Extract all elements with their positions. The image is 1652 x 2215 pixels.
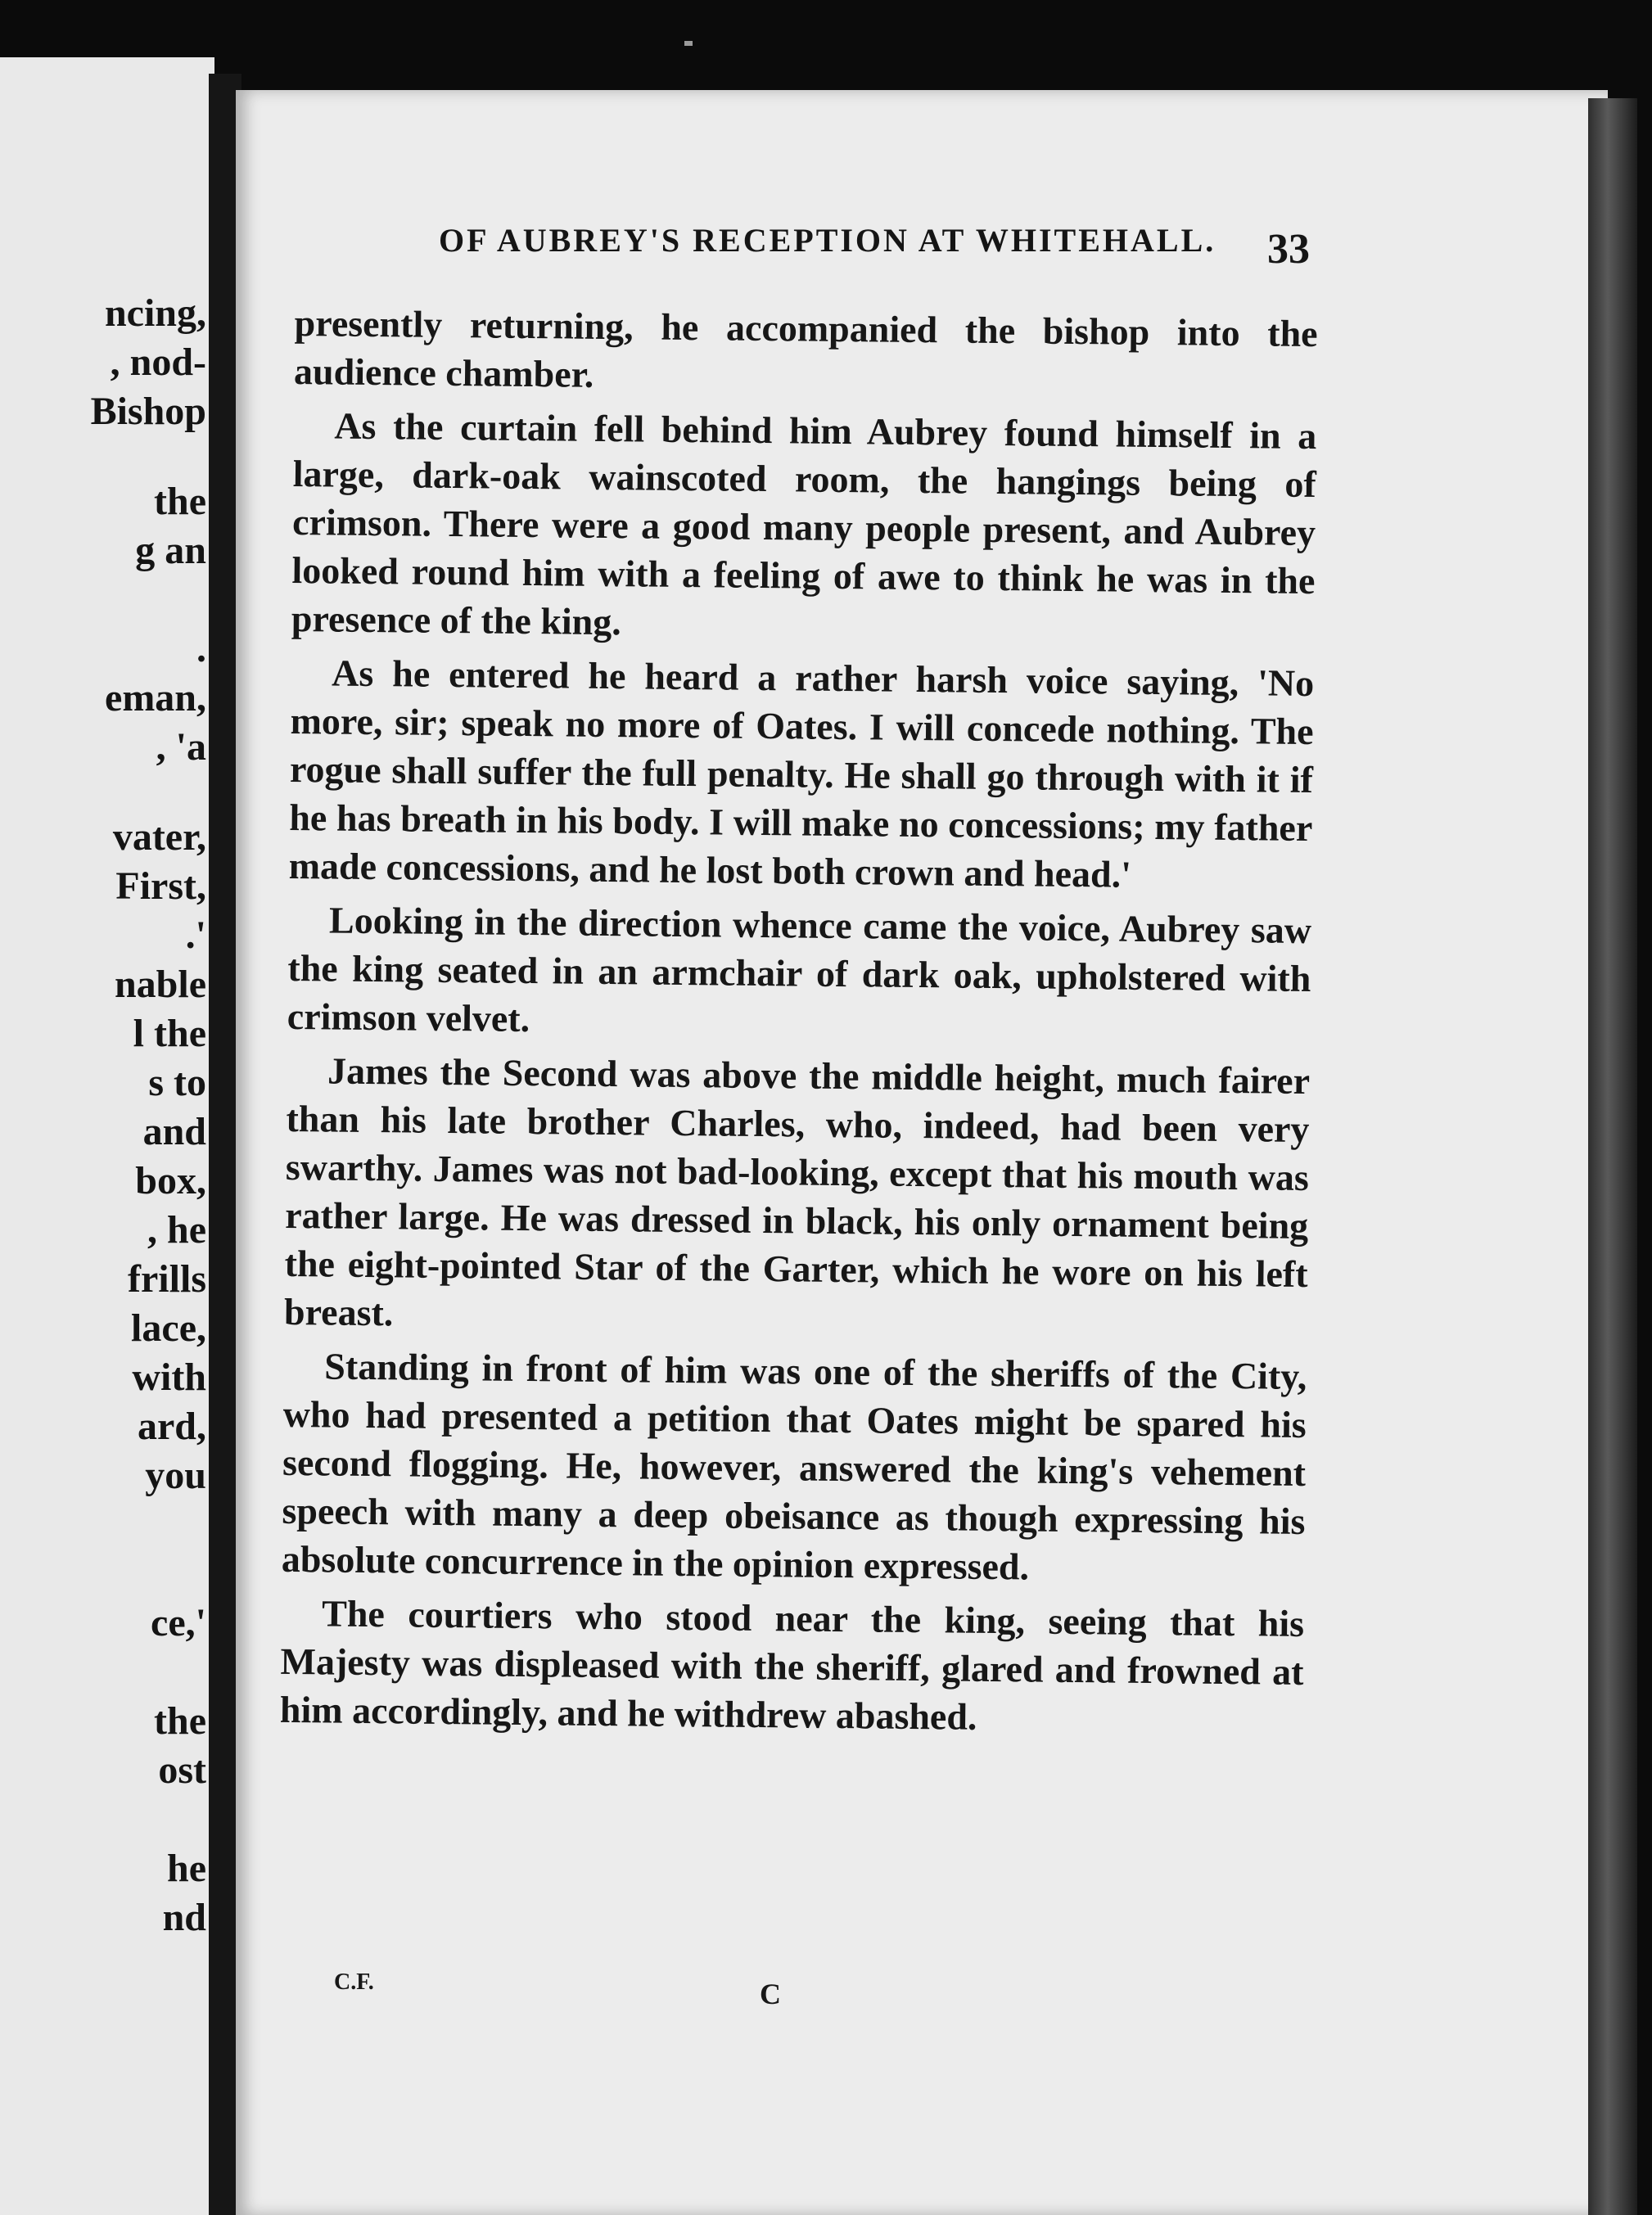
left-page-fragment: Bishop	[90, 390, 206, 433]
left-page-fragment: the	[154, 480, 206, 523]
body-text	[280, 299, 1318, 1750]
left-page-fragment: box,	[135, 1159, 206, 1202]
signature-letter: C	[760, 1978, 781, 2010]
left-page-fragment: vater,	[112, 815, 206, 859]
paragraph: Standing in front of him was one of the sheriffs of the City, who had presented a petition that Oates might be spared his second flogging. He, however, answered the king's vehement speech with many a deep obeisance as though expressing his absolute concurrence in the opinion expressed.	[281, 1345, 1307, 1588]
paragraph: presently returning, he accompanied the bishop into the audience chamber.	[293, 301, 1318, 395]
left-page-fragment: .'	[185, 914, 206, 957]
running-head: OF AUBREY'S RECEPTION AT WHITEHALL.	[439, 222, 1216, 259]
left-page-fragment: .	[196, 627, 206, 670]
left-page-fragment: l the	[133, 1012, 206, 1055]
page-number: 33	[1267, 226, 1310, 273]
left-page-fragment: nd	[162, 1896, 206, 1939]
left-page-fragment: he	[167, 1847, 206, 1890]
left-page-fragment: ost	[158, 1748, 206, 1792]
book-spine-edge	[1588, 98, 1637, 2215]
left-page-fragment: s to	[148, 1061, 206, 1104]
left-page-fragment: First,	[115, 864, 206, 908]
left-page-fragment: with	[132, 1356, 206, 1399]
paragraph: As the curtain fell behind him Aubrey found himself in a large, dark-oak wainscoted room, the hangings being of crimson. There were a good many people present, and Aubrey looked round him with a feeling of awe to think he was in the presence of the king.	[291, 404, 1317, 643]
paragraph: The courtiers who stood near the king, seeing that his Majesty was displeased with the sheriff, glared and frowned at him accordingly, and he withdrew abashed.	[279, 1592, 1305, 1738]
left-page-fragment: frills	[128, 1257, 206, 1301]
left-page-fragment: g an	[135, 529, 206, 572]
left-page-fragment: , nod-	[110, 341, 206, 384]
left-page-fragment: , 'a	[156, 725, 206, 769]
left-page-fragment: , he	[147, 1208, 206, 1252]
paragraph: As he entered he heard a rather harsh voice saying, 'No more, sir; speak no more of Oates. I will concede nothing. The rogue shall suffer the full penalty. He shall go through with it if he has breath in his body. I will make no concessions; my father made concessions, and he lost both crown and head.'	[288, 652, 1315, 895]
left-page-fragment: ncing,	[104, 291, 206, 335]
left-page-fragment: lace,	[131, 1306, 206, 1350]
left-page-fragment: nable	[114, 963, 206, 1006]
left-page-fragment: eman,	[105, 676, 206, 720]
left-page-fragment: you	[145, 1454, 206, 1497]
scan-speck	[684, 41, 693, 46]
left-page-fragment: the	[154, 1699, 206, 1743]
paragraph: James the Second was above the middle height, much fairer than his late brother Charles, who, indeed, had been very swarthy. James was not bad-looking, except that his mouth was rather large. He was dressed in black, his only ornament being the eight-pointed Star of the Garter, which he wore on his left breast.	[283, 1049, 1311, 1334]
left-page-fragment: and	[142, 1110, 206, 1153]
left-page	[0, 57, 214, 2215]
left-page-fragment: ce,'	[151, 1601, 206, 1644]
left-page-fragment: ard,	[138, 1405, 206, 1448]
paragraph: Looking in the direction whence came the voice, Aubrey saw the king seated in an armchair of dark oak, upholstered with crimson velvet.	[287, 899, 1312, 1040]
signature-mark: C.F.	[334, 1969, 374, 1995]
